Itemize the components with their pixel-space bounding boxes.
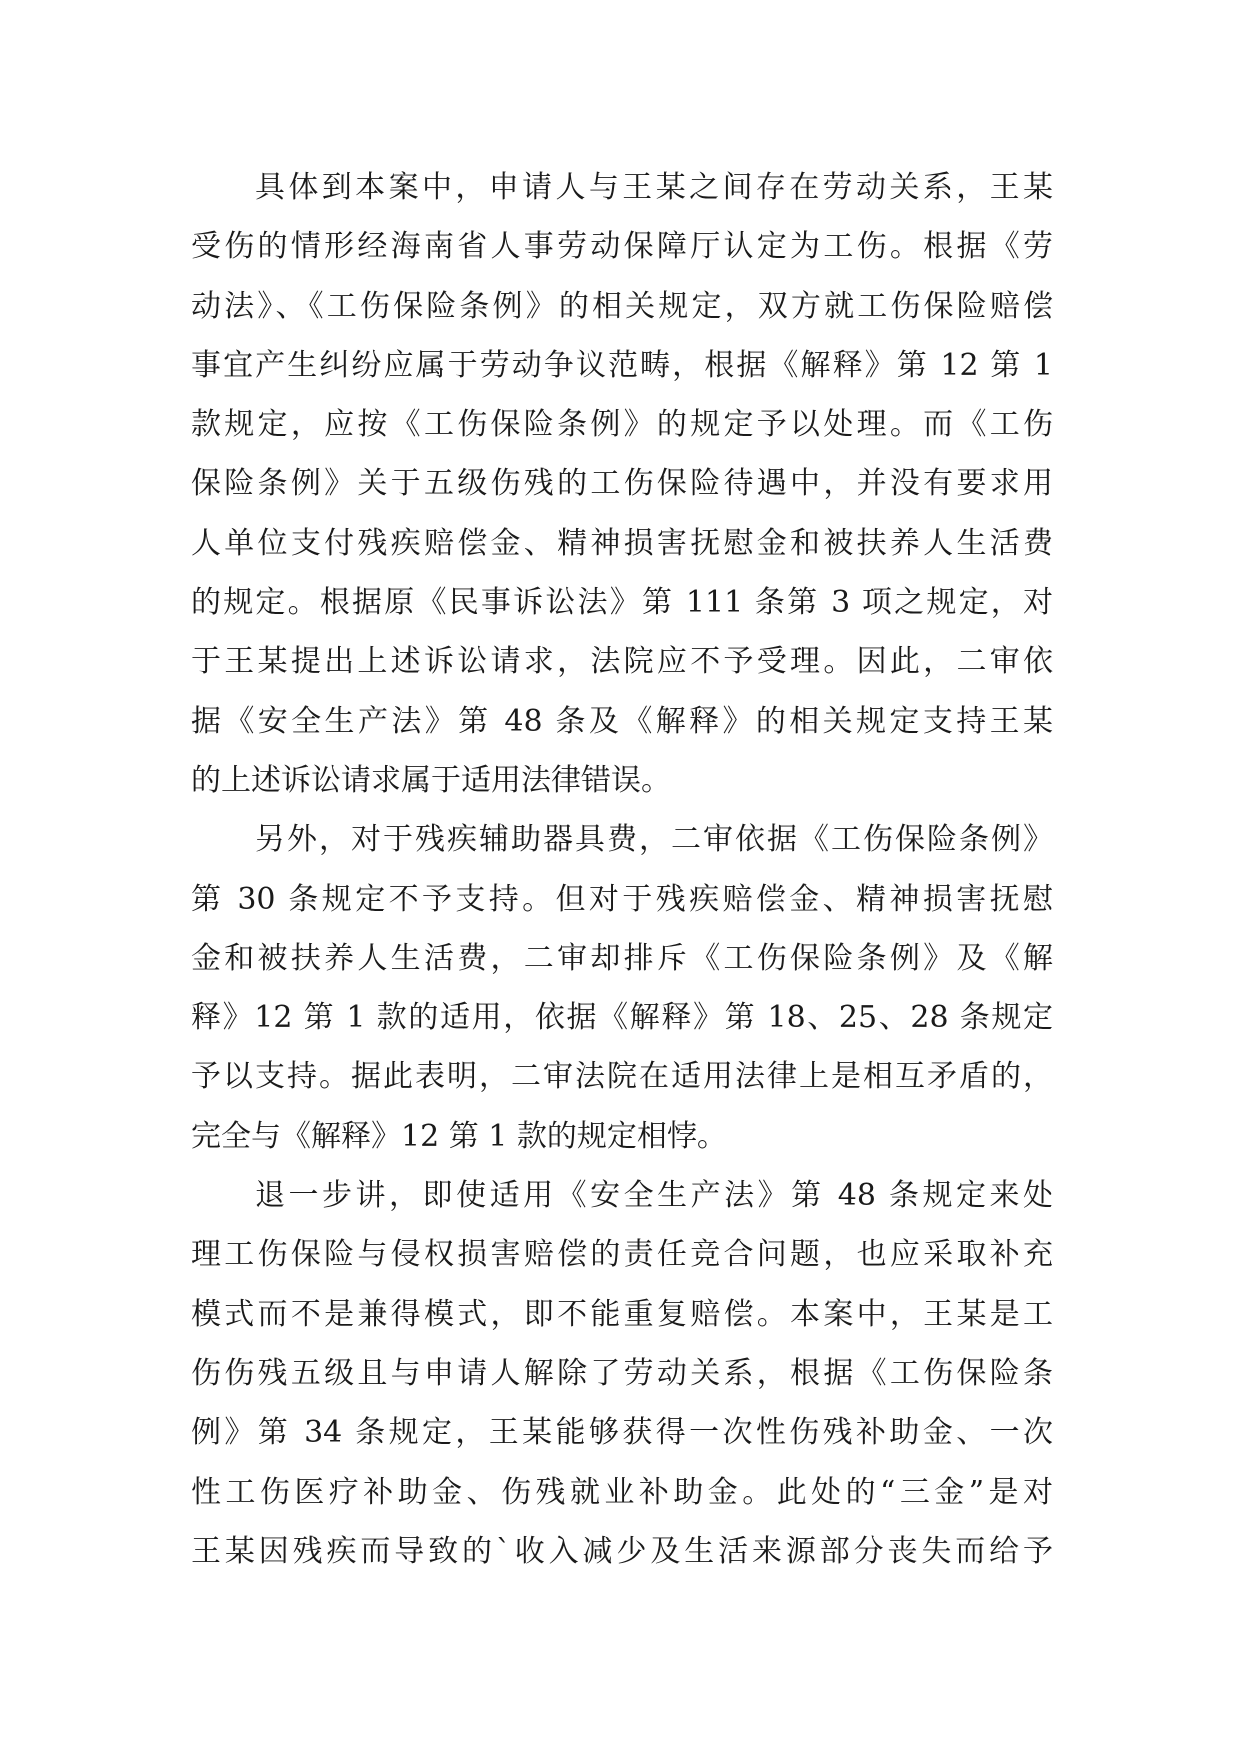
text-line: 动法》、《工伤保险条例》的相关规定，双方就工伤保险赔偿 [191,288,1053,324]
text-line: 性工伤医疗补助金、伤残就业补助金。此处的“三金”是对 [191,1474,1053,1510]
text-line: 予以支持。据此表明，二审法院在适用法律上是相互矛盾的， [191,1059,1053,1095]
text-line: 于王某提出上述诉讼请求，法院应不予受理。因此，二审依 [191,644,1053,680]
text-line: 第 30 条规定不予支持。但对于残疾赔偿金、精神损害抚慰 [191,881,1053,917]
paragraph-3 [191,1166,1053,1581]
text-line: 金和被扶养人生活费，二审却排斥《工伤保险条例》及《解 [191,940,1053,976]
text-line: 伤伤残五级且与申请人解除了劳动关系，根据《工伤保险条 [191,1355,1053,1391]
text-line: 理工伤保险与侵权损害赔偿的责任竞合问题，也应采取补充 [191,1237,1053,1273]
text-line: 人单位支付残疾赔偿金、精神损害抚慰金和被扶养人生活费 [191,525,1053,561]
text-line: 例》第 34 条规定，王某能够获得一次性伤残补助金、一次 [191,1415,1053,1451]
text-line: 完全与《解释》12 第 1 款的规定相悖。 [191,1118,727,1154]
document-body [191,158,1053,1581]
paragraph-1 [191,158,1053,810]
text-line: 王某因残疾而导致的`收入减少及生活来源部分丧失而给予 [191,1533,1053,1569]
text-line: 退一步讲，即使适用《安全生产法》第 48 条规定来处 [255,1178,1053,1214]
text-line: 的上述诉讼请求属于适用法律错误。 [191,762,671,798]
text-line: 受伤的情形经海南省人事劳动保障厅认定为工伤。根据《劳 [191,229,1053,265]
text-line: 的规定。根据原《民事诉讼法》第 111 条第 3 项之规定，对 [191,585,1053,621]
text-line: 另外，对于残疾辅助器具费，二审依据《工伤保险条例》 [255,822,1053,858]
text-line: 款规定，应按《工伤保险条例》的规定予以处理。而《工伤 [191,407,1053,443]
text-line: 保险条例》关于五级伤残的工伤保险待遇中，并没有要求用 [191,466,1053,502]
paragraph-2 [191,810,1053,1166]
text-line: 释》12 第 1 款的适用，依据《解释》第 18、25、28 条规定 [191,1000,1053,1036]
text-line: 具体到本案中，申请人与王某之间存在劳动关系，王某 [255,170,1053,205]
text-line: 据《安全生产法》第 48 条及《解释》的相关规定支持王某 [191,703,1053,739]
text-line: 事宜产生纠纷应属于劳动争议范畴，根据《解释》第 12 第 1 [191,347,1053,383]
text-line: 模式而不是兼得模式，即不能重复赔偿。本案中，王某是工 [191,1296,1053,1332]
